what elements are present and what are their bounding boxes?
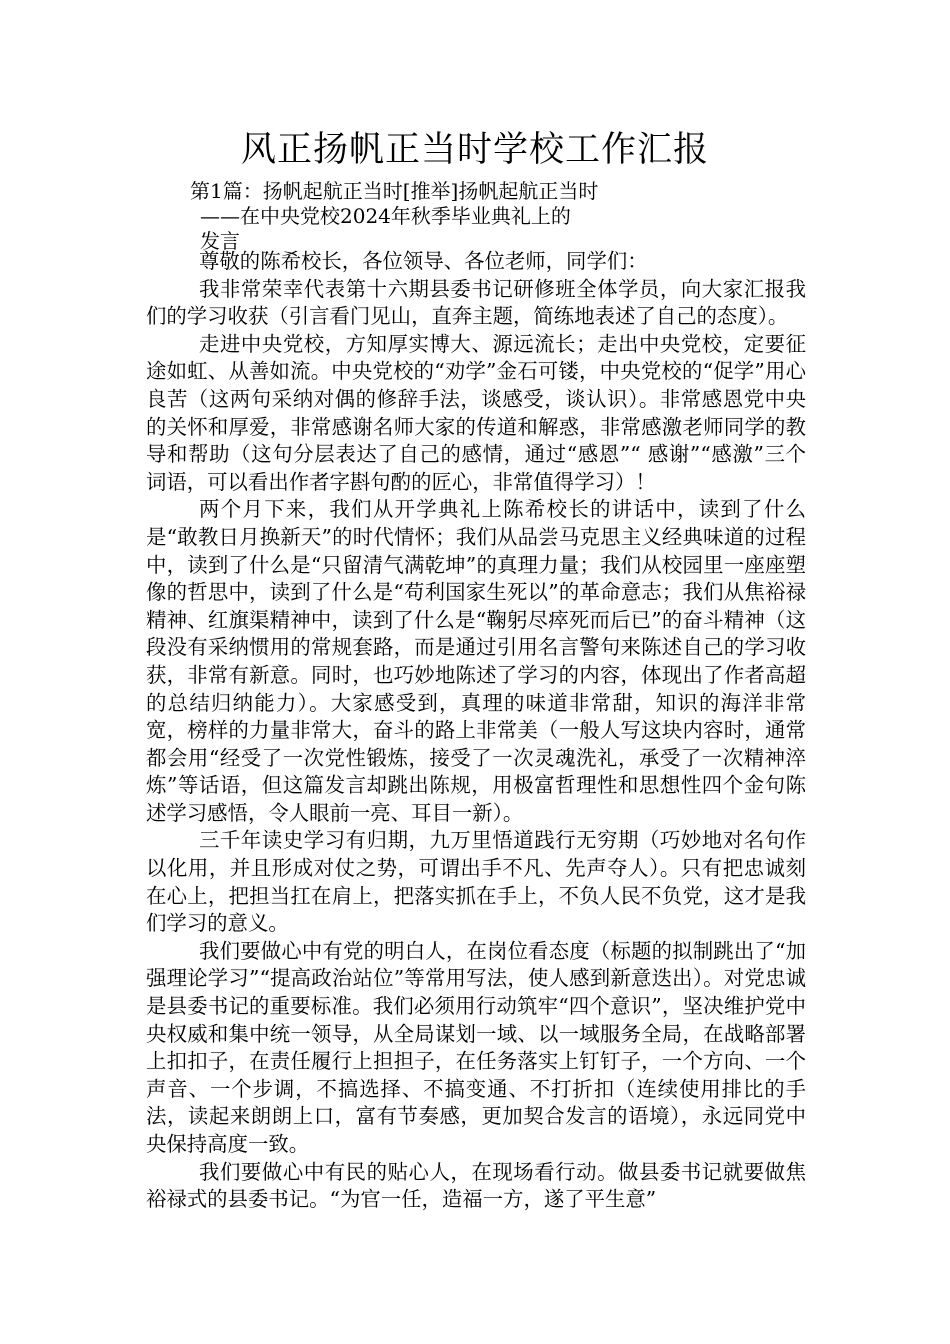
paragraph: 我们要做心中有民的贴心人，在现场看行动。做县委书记就要做焦裕禄式的县委书记。“为官一任，造福一方，遂了平生意” — [146, 1159, 806, 1212]
paragraph: 两个月下来，我们从开学典礼上陈希校长的讲话中，读到了什么是“敢教日月换新天”的时代情怀；我们从品尝马克思主义经典味道的过程中，读到了什么是“只留清气满乾坤”的真理力量；我们从校园里一座座塑像的哲思中，读到了什么是“苟利国家生死以”的革命意志；我们从焦裕禄精神、红旗渠精神中，读到了什么是“鞠躬尽瘁死而后已”的奋斗精神（这段没有采纳惯用的常规套路，而是通过引用名言警句来陈述自己的学习收获，非常有新意。同时，也巧妙地陈述了学习的内容，体现出了作者高超的总结归纳能力）。大家感受到，真理的味道非常甜，知识的海洋非常宽，榜样的力量非常大，奋斗的路上非常美（一般人写这块内容时，通常都会用“经受了一次党性锻炼，接受了一次灵魂洗礼，承受了一次精神淬炼”等话语，但这篇发言却跳出陈规，用极富哲理性和思想性四个金句陈述学习感悟，令人眼前一亮、耳目一新）。 — [146, 497, 806, 825]
paragraph: 三千年读史学习有归期，九万里悟道践行无穷期（巧妙地对名句作以化用，并且形成对仗之势，可谓出手不凡、先声夺人）。只有把忠诚刻在心上，把担当扛在肩上，把落实抓在手上，不负人民不负党，这才是我们学习的意义。 — [146, 828, 806, 936]
article-heading: 第1篇：扬帆起航正当时[推举]扬帆起航正当时 — [190, 179, 599, 203]
paragraph: 我们要做心中有党的明白人，在岗位看态度（标题的拟制跳出了“加强理论学习”“提高政治站位”等常用写法，使人感到新意迭出）。对党忠诚是县委书记的重要标准。我们必须用行动筑牢“四个意识”，坚决维护党中央权威和集中统一领导，从全局谋划一域、以一域服务全局，在战略部署上扣扣子，在责任履行上担担子，在任务落实上钉钉子，一个方向、一个声音、一个步调，不搞选择、不搞变通、不打折扣（连续使用排比的手法，读起来朗朗上口，富有节奏感，更加契合发言的语境），永远同党中央保持高度一致。 — [146, 938, 806, 1156]
paragraph: 我非常荣幸代表第十六期县委书记研修班全体学员，向大家汇报我们的学习收获（引言看门见山，直奔主题，简练地表述了自己的态度）。 — [146, 276, 806, 329]
article-subheading: ——在中央党校2024年秋季毕业典礼上的 — [200, 204, 571, 228]
article-subheading-continued: 发言 — [200, 229, 240, 253]
document-body — [146, 248, 806, 1214]
document-title: 风正扬帆正当时学校工作汇报 — [240, 130, 709, 170]
paragraph: 走进中央党校，方知厚实博大、源远流长；走出中央党校，定要征途如虹、从善如流。中央党校的“劝学”金石可镂，中央党校的“促学”用心良苦（这两句采纳对偶的修辞手法，谈感受，谈认识）。非常感恩党中央的关怀和厚爱，非常感谢名师大家的传道和解惑，非常感激老师同学的教导和帮助（这句分层表达了自己的感情，通过“感恩”“ 感谢”“感激”三个词语，可以看出作者字斟句酌的匠心，非常值得学习）！ — [146, 331, 806, 494]
salutation: 尊敬的陈希校长，各位领导、各位老师，同学们： — [199, 249, 648, 273]
